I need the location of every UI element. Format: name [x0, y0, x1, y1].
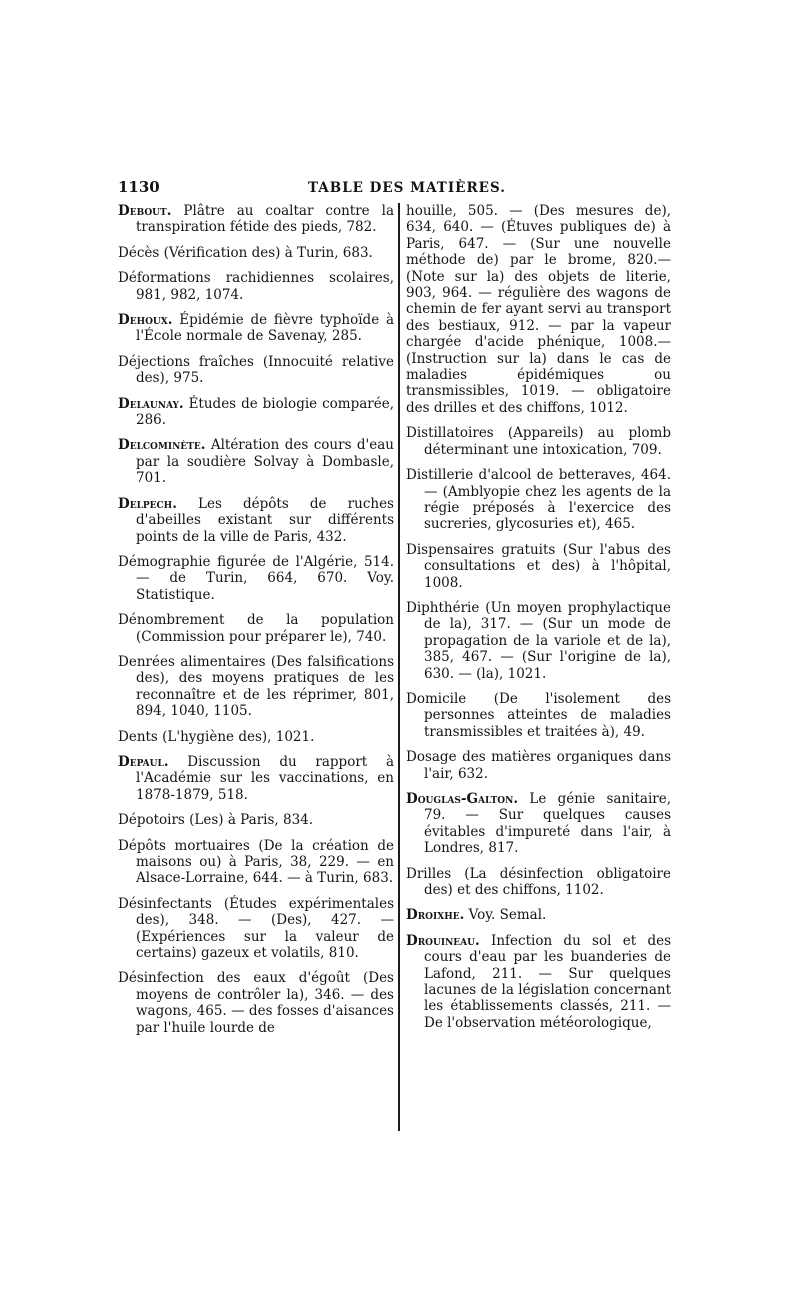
entry-text: Voy. Semal. — [464, 907, 547, 924]
index-entry — [118, 896, 394, 962]
index-entry — [118, 812, 394, 828]
page-header — [118, 178, 673, 200]
index-entry — [118, 838, 394, 887]
entry-text: Les dépôts de ruches d'abeilles existant sur différents points de la ville de Paris, 432. — [136, 495, 394, 545]
index-entry — [118, 729, 394, 745]
column-divider — [398, 203, 400, 1131]
entry-text: Décès (Vérification des) à Turin, 683. — [118, 244, 373, 261]
entry-text: Diphthérie (Un moyen prophylactique de la), 317. — (Sur un mode de propagation de la variole et de la), 385, 467. — (Sur l'origine de la), 630. — (la), 1021. — [406, 599, 671, 682]
index-entry — [406, 749, 671, 782]
index-entry — [406, 691, 671, 740]
left-index-column — [118, 203, 394, 1045]
entry-text: Dosage des matières organiques dans l'air, 632. — [406, 749, 671, 782]
entry-text: Distillatoires (Appareils) au plomb déterminant une intoxication, 709. — [406, 425, 671, 458]
entry-text: Altération des cours d'eau par la soudière Solvay à Dombasle, 701. — [136, 437, 394, 487]
index-entry — [118, 270, 394, 303]
right-index-column — [406, 203, 671, 1040]
entry-text: Domicile (De l'isolement des personnes atteintes de maladies transmissibles et traitées à), 49. — [406, 690, 671, 740]
entry-text: Discussion du rapport à l'Académie sur les vaccinations, en 1878-1879, 518. — [136, 753, 394, 803]
entry-text: Études de biologie comparée, 286. — [136, 395, 394, 429]
entry-text: Dépotoirs (Les) à Paris, 834. — [118, 812, 314, 829]
entry-text: Plâtre au coaltar contre la transpiration fétide des pieds, 782. — [136, 203, 394, 236]
entry-text: Désinfectants (Études expérimentales des), 348. — (Des), 427. — (Expériences sur la valeur de certains) gazeux et volatils, 810. — [118, 895, 394, 962]
running-title: TABLE DES MATIÈRES. — [308, 180, 506, 196]
index-entry — [118, 970, 394, 1036]
entry-heading: Drouineau. — [406, 932, 480, 949]
entry-text: Denrées alimentaires (Des falsifications des), des moyens pratiques de les reconnaître et de les réprimer, 801, 894, 1040, 1105. — [118, 653, 394, 720]
entry-text: Infection du sol et des cours d'eau par les buanderies de Lafond, 211. — Sur quelques lacunes de la législation concernant les établissements classés, 211. — De l'observation météorologique, — [424, 932, 671, 1031]
entry-heading: Droixhe. — [406, 907, 465, 924]
entry-text: Démographie figurée de l'Algérie, 514. — de Turin, 664, 670. Voy. Statistique. — [118, 553, 394, 603]
index-entry — [118, 245, 394, 261]
entry-heading: Delaunay. — [118, 395, 184, 412]
entry-heading: Delcominète. — [118, 437, 206, 454]
entry-text: Drilles (La désinfection obligatoire des) et des chiffons, 1102. — [406, 865, 671, 899]
entry-text: Le génie sanitaire, 79. — Sur quelques causes évitables d'impureté dans l'air, à Londres, 817. — [424, 791, 671, 857]
index-entry — [406, 933, 671, 1031]
index-entry — [406, 467, 671, 533]
index-entry — [118, 612, 394, 645]
index-entry — [406, 907, 671, 923]
index-entry — [406, 425, 671, 458]
entry-text: Déjections fraîches (Innocuité relative des), 975. — [118, 353, 394, 387]
index-entry — [118, 437, 394, 486]
page-number: 1130 — [118, 178, 160, 196]
entry-heading: Debout. — [118, 203, 172, 219]
index-entry — [406, 542, 671, 591]
entry-text: Dénombrement de la population (Commission pour préparer le), 740. — [118, 612, 394, 645]
entry-text: Dépôts mortuaires (De la création de maisons ou) à Paris, 38, 229. — en Alsace-Lorraine, 644. — à Turin, 683. — [118, 837, 394, 887]
entry-text: Déformations rachidiennes scolaires, 981, 982, 1074. — [118, 270, 394, 303]
entry-text: Dents (L'hygiène des), 1021. — [118, 728, 315, 745]
index-entry — [118, 496, 394, 545]
index-entry — [118, 354, 394, 387]
index-entry — [406, 203, 671, 416]
entry-heading: Depaul. — [118, 753, 169, 770]
entry-heading: Delpech. — [118, 495, 177, 512]
entry-text: Épidémie de fièvre typhoïde à l'École normale de Savenay, 285. — [136, 312, 394, 345]
index-entry — [406, 600, 671, 682]
index-entry — [118, 396, 394, 429]
entry-heading: Douglas-Galton. — [406, 791, 519, 807]
entry-text: Dispensaires gratuits (Sur l'abus des consultations et des) à l'hôpital, 1008. — [406, 541, 671, 591]
index-entry — [406, 866, 671, 899]
index-entry — [118, 554, 394, 603]
index-entry — [118, 203, 394, 236]
entry-text: Distillerie d'alcool de betteraves, 464. — (Amblyopie chez les agents de la régie préposés à l'exercice des sucreries, glycosuries et), 465. — [406, 467, 671, 533]
entry-text: houille, 505. — (Des mesures de), 634, 640. — (Étuves publiques de) à Paris, 647. — (Sur une nouvelle méthode de) par le brome, 820.— (Note sur la) des objets de literie, 903, 964. — régulière des wagons de chemin de fer ayant servi au transport des bestiaux, 912. — par la vapeur chargée d'acide phénique, 1008.— (Instruction sur la) dans le cas de maladies épidémiques ou transmissibles, 1019. — obligatoire des drilles et des chiffons, 1012. — [406, 203, 671, 416]
index-entry — [118, 654, 394, 720]
index-entry — [118, 312, 394, 345]
index-entry — [406, 791, 671, 857]
index-entry — [118, 754, 394, 803]
entry-text: Désinfection des eaux d'égoût (Des moyens de contrôler la), 346. — des wagons, 465. — des fosses d'aisances par l'huile lourde de — [118, 970, 394, 1036]
entry-heading: Dehoux. — [118, 312, 173, 329]
